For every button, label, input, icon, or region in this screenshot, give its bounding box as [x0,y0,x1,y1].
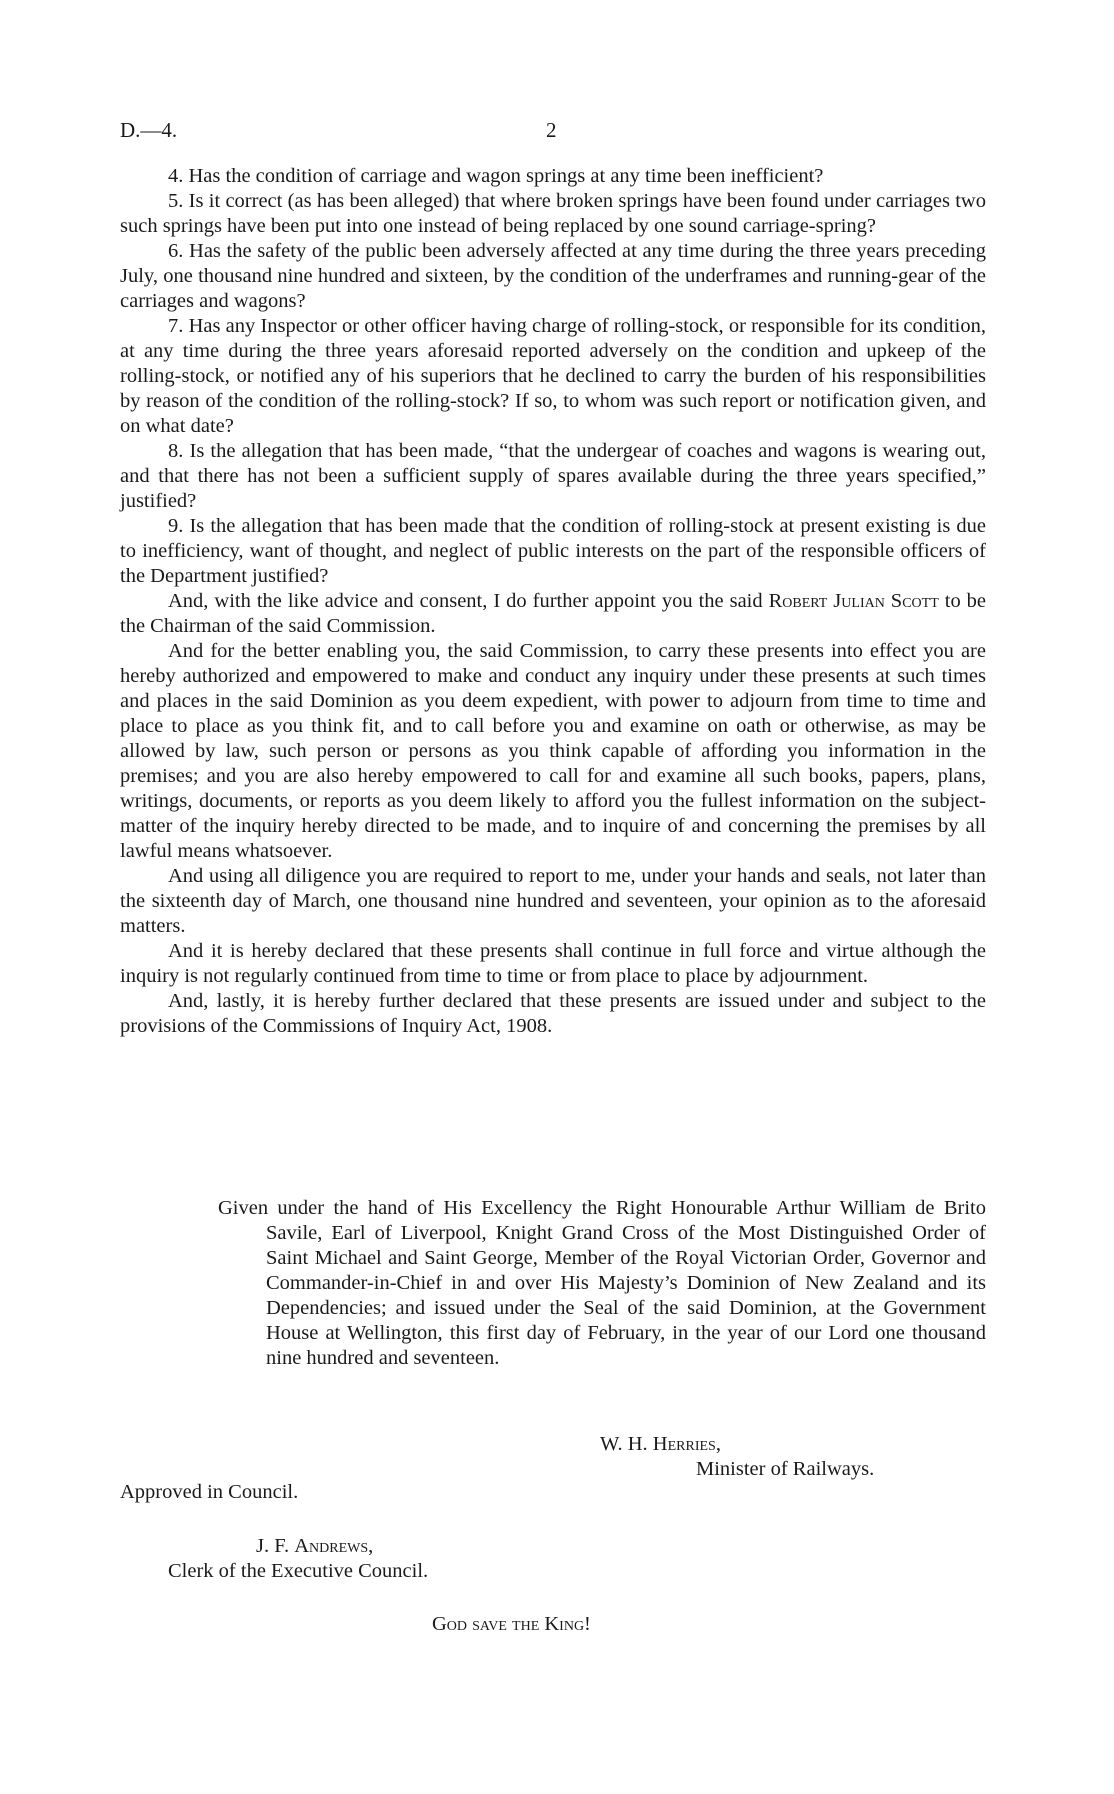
appointment-text-after: to be the Chairman of the said Commission. [120,590,987,637]
paragraph-report-deadline: And using all diligence you are required to report to me, under your hands and seals, not later than the sixteenth day of March, one thousand nine hundred and seventeen, your opinion as to the aforesaid matters. [120,865,986,937]
page-number: 2 [546,118,557,142]
paragraph-act-reference: And, lastly, it is hereby further declared that these presents are issued under and subject to the provisions of the Commissions of Inquiry Act, 1908. [120,990,986,1037]
given-under-hand-paragraph: Given under the hand of His Excellency the Right Honourable Arthur William de Brito Savile, Earl of Liverpool, Knight Grand Cross of the Most Distinguished Order of Saint Michael and Saint George, Member of the Royal Victorian Order, Governor and Commander-in-Chief in and over His Majesty’s Dominion of New Zealand and its Dependencies; and issued under the Seal of the said Dominion, at the Government House at Wellington, this first day of February, in the year of our Lord one thousand nine hundred and seventeen. [218,1197,986,1369]
paragraph-question-4: 4. Has the condition of carriage and wagon springs at any time been inefficient? [168,165,824,187]
minister-suffix: , [715,1433,721,1455]
paragraph-question-6: 6. Has the safety of the public been adversely affected at any time during the three years preceding July, one thousand nine hundred and sixteen, by the condition of the underframes and running-gear of the carriages and wagons? [120,240,986,312]
chairman-name: Robert Julian Scott [768,590,939,612]
closing-salutation: God save the King! [432,1613,591,1635]
document-reference: D.—4. [120,118,178,142]
paragraph-continuance: And it is hereby declared that these presents shall continue in full force and virtue although the inquiry is not regularly continued from time to time or from place to place by adjournment. [120,940,986,987]
minister-initials: W. H. [600,1433,648,1455]
approved-in-council: Approved in Council. [120,1481,299,1503]
minister-surname: Herries [652,1433,716,1455]
minister-title: Minister of Railways. [696,1458,875,1480]
appointment-text-before: And, with the like advice and consent, I do further appoint you the said [168,590,763,612]
clerk-title: Clerk of the Executive Council. [168,1560,429,1582]
page-header [120,118,986,148]
paragraph-powers: And for the better enabling you, the said Commission, to carry these presents into effect you are hereby authorized and empowered to make and conduct any inquiry under these presents at such times and places in the said Dominion as you deem expedient, with power to adjourn from time to time and place to place as you think fit, and to call before you and examine on oath or otherwise, as may be allowed by law, such person or persons as you think capable of affording you information in the premises; and you are also hereby empowered to call for and examine all such books, papers, plans, writings, documents, or reports as you deem likely to afford you the fullest information on the subject-matter of the inquiry hereby directed to be made, and to inquire of and concerning the premises by all lawful means whatsoever. [120,640,986,862]
paragraph-question-5: 5. Is it correct (as has been alleged) that where broken springs have been found under carriages two such springs have been put into one instead of being replaced by one sound carriage-spring? [120,190,986,237]
paragraph-question-8: 8. Is the allegation that has been made, “that the undergear of coaches and wagons is wearing out, and that there has not been a sufficient supply of spares available during the three years specified,” justified? [120,440,986,512]
clerk-initials: J. F. [256,1535,290,1557]
document-body [120,164,986,1039]
clerk-suffix: , [368,1535,374,1557]
clerk-signature [256,1534,373,1559]
minister-signature [600,1432,721,1457]
clerk-surname: Andrews [294,1535,369,1557]
paragraph-question-7: 7. Has any Inspector or other officer having charge of rolling-stock, or responsible for its condition, at any time during the three years aforesaid reported adversely on the condition and upkeep of the rolling-stock, or notified any of his superiors that he declined to carry the burden of his responsibilities by reason of the condition of the rolling-stock? If so, to whom was such report or notification given, and on what date? [120,315,986,437]
paragraph-appointment [120,589,986,639]
paragraph-question-9: 9. Is the allegation that has been made that the condition of rolling-stock at present existing is due to inefficiency, want of thought, and neglect of public interests on the part of the responsible officers of the Department justified? [120,515,986,587]
